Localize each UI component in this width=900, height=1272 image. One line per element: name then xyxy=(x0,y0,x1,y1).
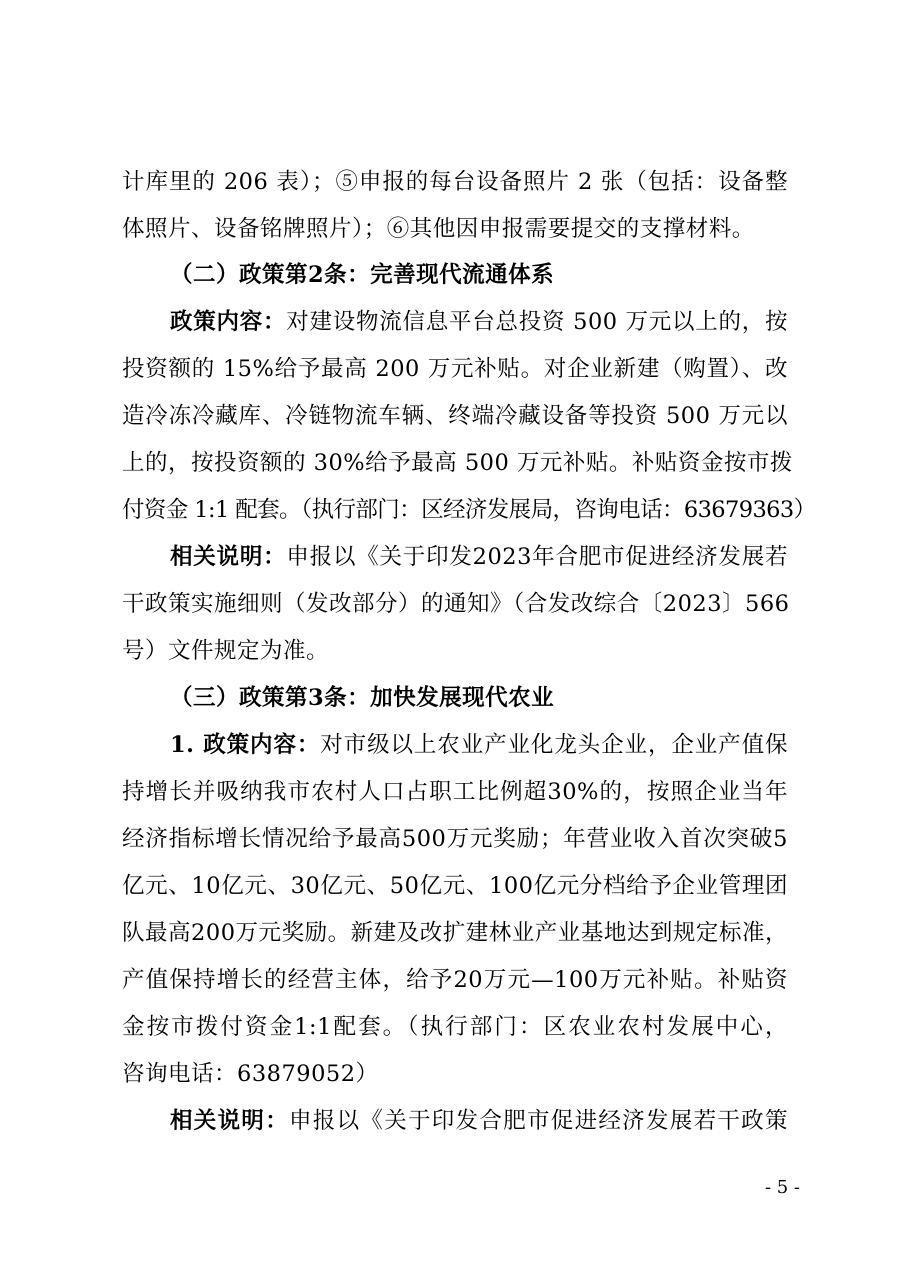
related-note-label-2: 相关说明： xyxy=(170,1108,289,1134)
body-line-5: 投资额的 15%给予最高 200 万元补贴。对企业新建（购置）、改 xyxy=(122,356,788,382)
body-line-10: 干政策实施细则（发改部分）的通知》（合发改综合〔2023〕566 xyxy=(122,591,790,617)
body-line-7: 上的，按投资额的 30%给予最高 500 万元补贴。补贴资金按市拨 xyxy=(122,450,793,476)
related-note-line-2: 相关说明：申报以《关于印发合肥市促进经济发展若干政策 xyxy=(170,1108,788,1134)
body-line-18: 产值保持增长的经营主体，给予20万元—100万元补贴。补贴资 xyxy=(122,967,788,993)
policy-content-line-1: 政策内容：对建设物流信息平台总投资 500 万元以上的，按 xyxy=(170,309,788,335)
body-line-17: 队最高200万元奖励。新建及改扩建林业产业基地达到规定标准， xyxy=(122,920,788,946)
body-line-1: 计库里的 206 表）；⑤申报的每台设备照片 2 张（包括：设备整 xyxy=(122,169,788,195)
body-line-19: 金按市拨付资金1:1配套。（执行部门：区农业农村发展中心， xyxy=(122,1014,788,1040)
policy-content-label: 政策内容： xyxy=(170,309,287,335)
body-line-20: 咨询电话：63879052） xyxy=(122,1061,379,1087)
body-line-15: 经济指标增长情况给予最高500万元奖励；年营业收入首次突破5 xyxy=(122,826,788,852)
page-number: - 5 - xyxy=(764,1177,800,1198)
body-line-16: 亿元、10亿元、30亿元、50亿元、100亿元分档给予企业管理团 xyxy=(122,873,788,899)
related-note-line-1: 相关说明：申报以《关于印发2023年合肥市促进经济发展若 xyxy=(170,544,788,570)
body-line-11: 号）文件规定为准。 xyxy=(122,638,330,664)
policy-content-line-2: 1. 政策内容：对市级以上农业产业化龙头企业，企业产值保 xyxy=(170,732,788,758)
section-heading-3: （三）政策第3条：加快发展现代农业 xyxy=(170,685,555,711)
related-note-label: 相关说明： xyxy=(170,544,287,570)
body-line-6: 造冷冻冷藏库、冷链物流车辆、终端冷藏设备等投资 500 万元以 xyxy=(122,403,788,429)
body-line-14: 持增长并吸纳我市农村人口占职工比例超30%的，按照企业当年 xyxy=(122,779,788,805)
body-line-2: 体照片、设备铭牌照片）；⑥其他因申报需要提交的支撑材料。 xyxy=(122,216,755,242)
body-line-8: 付资金 1:1 配套。（执行部门：区经济发展局，咨询电话：63679363） xyxy=(122,497,816,523)
policy-content-label-numbered: 1. 政策内容： xyxy=(170,732,321,758)
section-heading-2: （二）政策第2条：完善现代流通体系 xyxy=(170,262,555,288)
